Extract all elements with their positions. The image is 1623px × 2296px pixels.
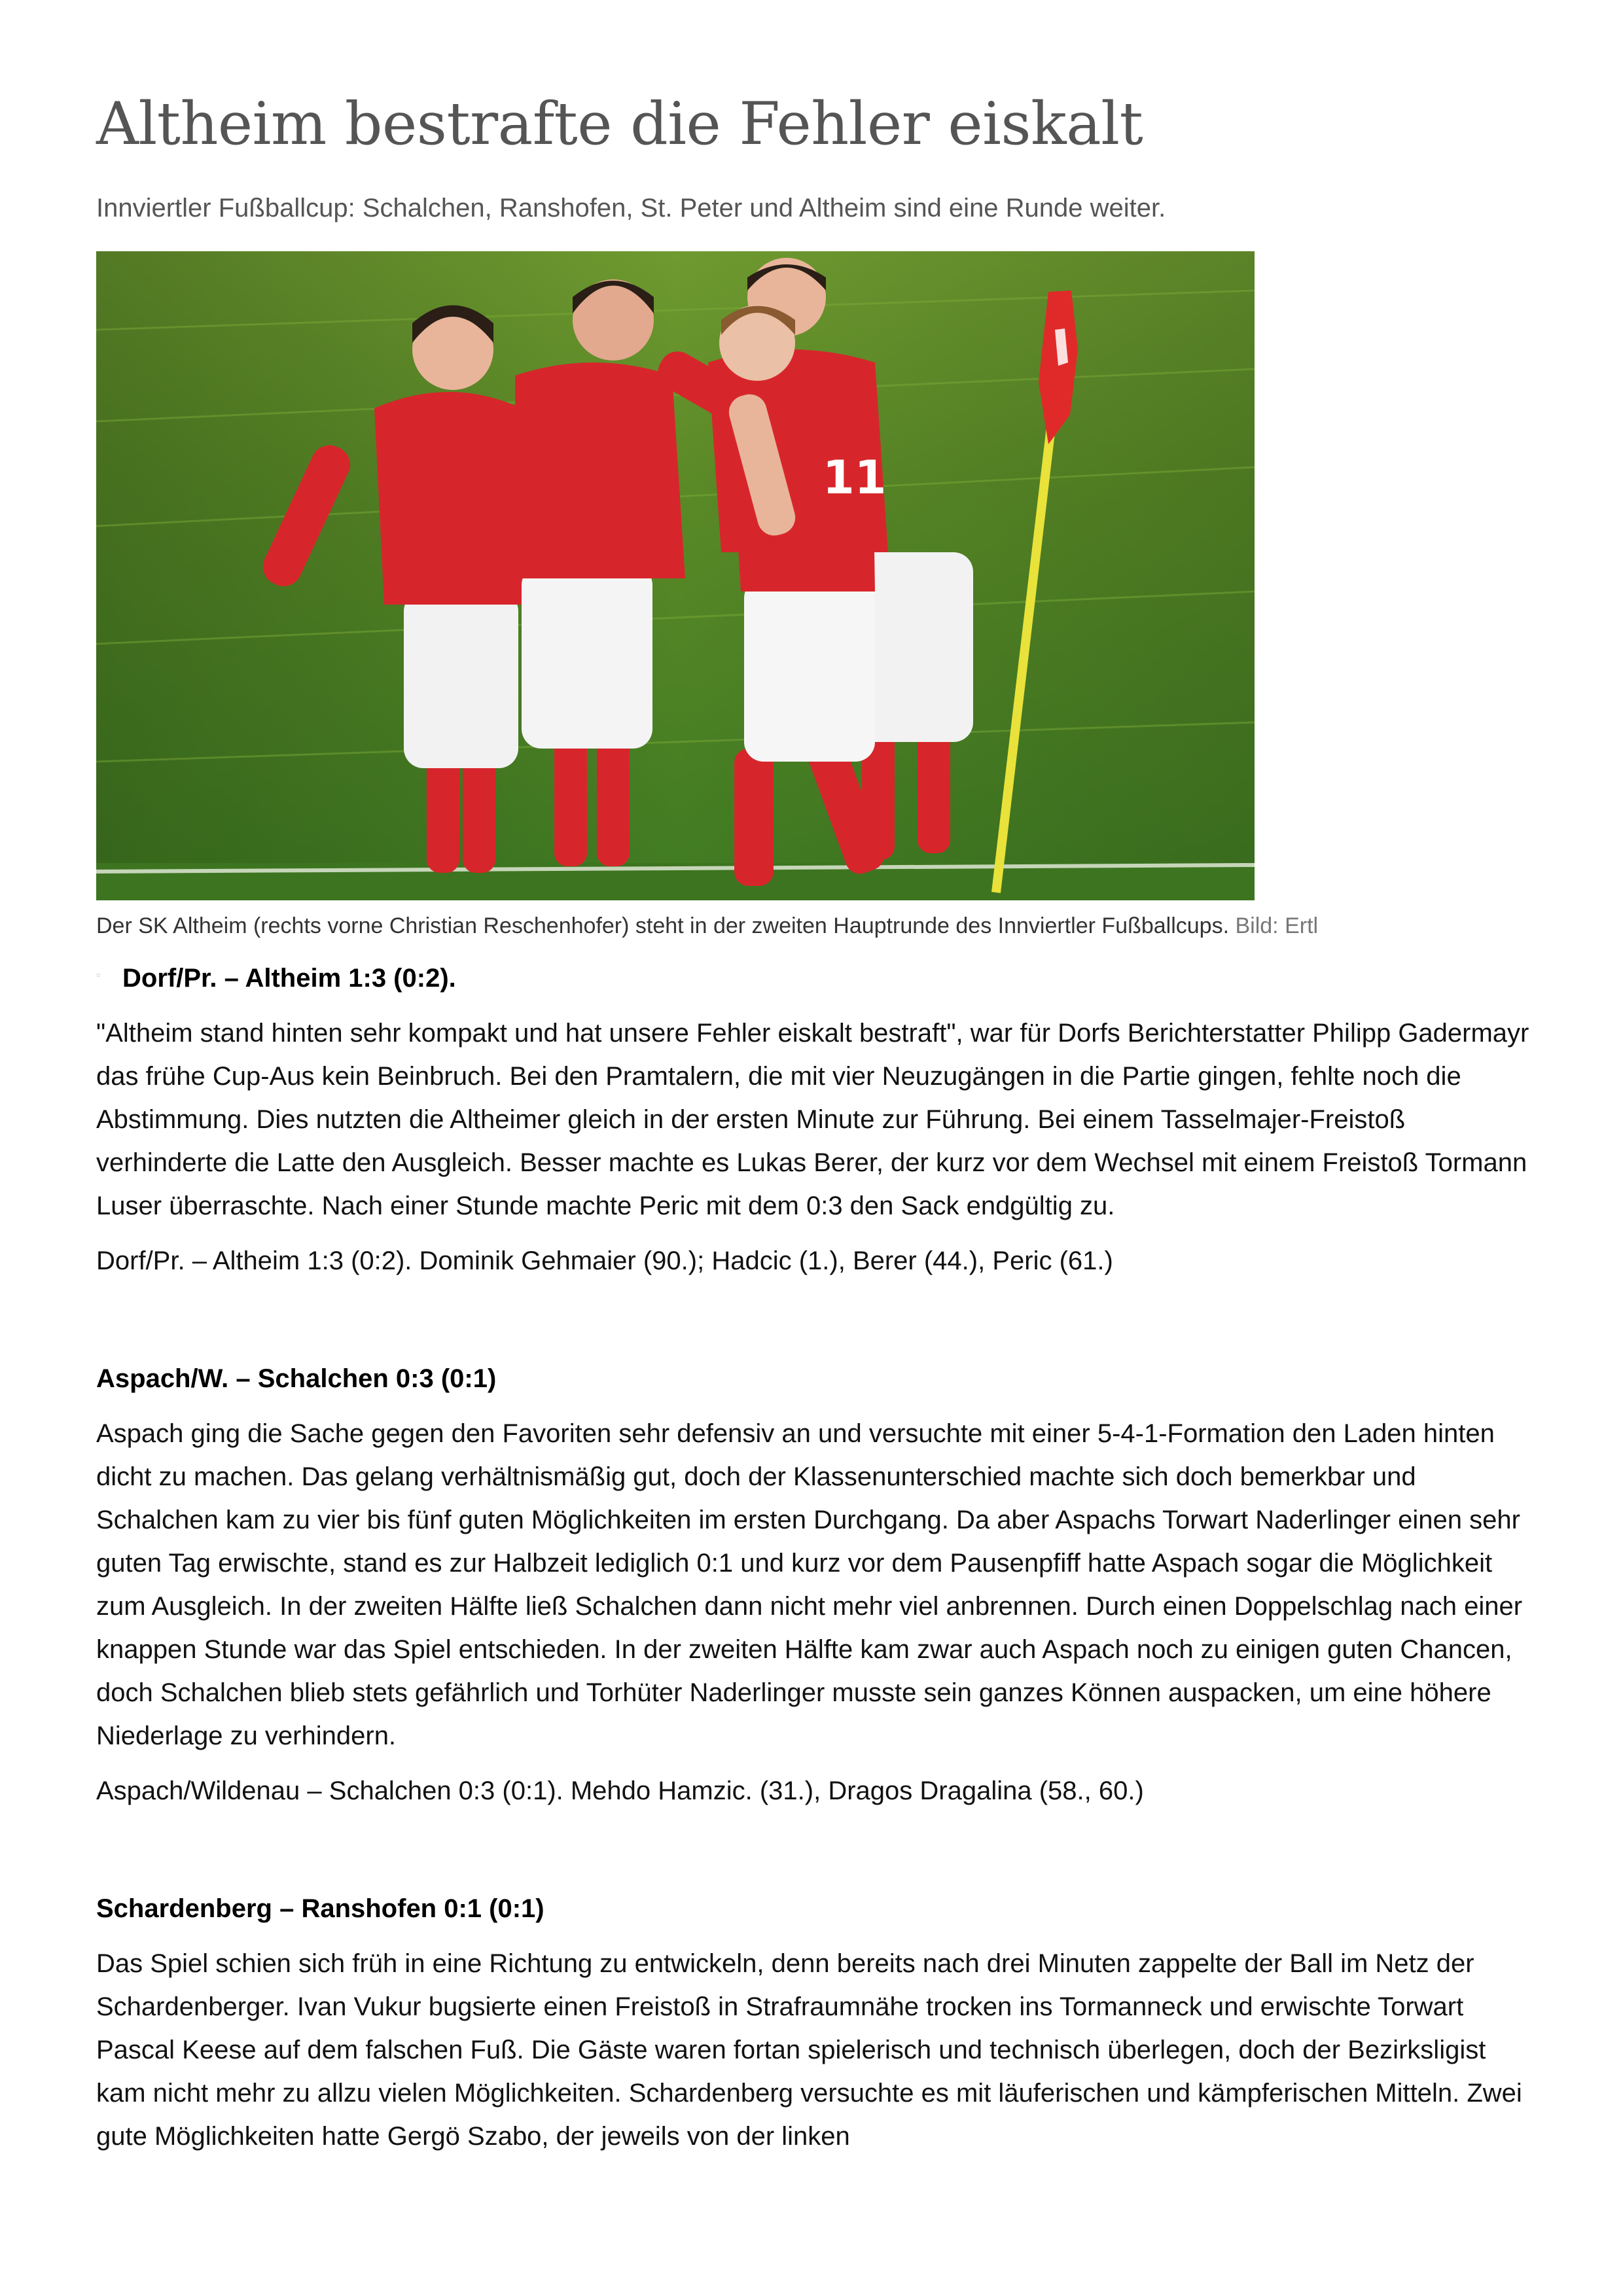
section-paragraph: "Altheim stand hinten sehr kompakt und hat unsere Fehler eiskalt bestraft", war für Dorfs Berichterstatter Philipp Gadermayr das frühe Cup-Aus kein Beinbruch. Bei den Pramtalern, die mit vier Neuzugängen in die Partie gingen, fehlte noch die Abstimmung. Dies nutzten die Altheimer gleich in der ersten Minute zur Führung. Bei einem Tasselmajer-Freistoß verhinderte die Latte den Ausgleich. Besser machte es Lukas Berer, der kurz vor dem Wechsel mit einem Freistoß Tormann Luser überraschte. Nach einer Stunde machte Peric mit dem 0:3 den Sack endgültig zu. (96, 1019, 1529, 1220)
match-report-dorf-altheim (96, 957, 1536, 1282)
section-result-line: Dorf/Pr. – Altheim 1:3 (0:2). Dominik Gehmaier (90.); Hadcic (1.), Berer (44.), Peric (61.) (96, 1246, 1113, 1275)
article-subtitle: Innviertler Fußballcup: Schalchen, Ranshofen, St. Peter und Altheim sind eine Runde weiter. (96, 194, 1166, 222)
match-report-aspach-schalchen (96, 1357, 1536, 1812)
article-body (96, 957, 1536, 2158)
section-title: Aspach/W. – Schalchen 0:3 (0:1) (96, 1364, 497, 1393)
photo-caption (96, 911, 1318, 940)
section-result-line: Aspach/Wildenau – Schalchen 0:3 (0:1). Mehdo Hamzic. (31.), Dragos Dragalina (58., 60.) (96, 1776, 1144, 1805)
photo-credit: Bild: Ertl (1235, 913, 1319, 938)
article-headline: Altheim bestrafte die Fehler eiskalt (96, 90, 1143, 158)
photo-caption-text: Der SK Altheim (rechts vorne Christian Reschenhofer) steht in der zweiten Hauptrunde des Innviertler Fußballcups. (96, 913, 1230, 938)
bullet-marker-icon: ▫ (96, 968, 101, 981)
match-report-schardenberg-ranshofen (96, 1887, 1536, 2158)
svg-text:11: 11 (823, 451, 887, 504)
article-photo (96, 251, 1255, 900)
section-title: Schardenberg – Ranshofen 0:1 (0:1) (96, 1894, 544, 1923)
section-title: Dorf/Pr. – Altheim 1:3 (0:2). (122, 964, 456, 993)
section-paragraph: Aspach ging die Sache gegen den Favoriten sehr defensiv an und versuchte mit einer 5-4-1-Formation den Laden hinten dicht zu machen. Das gelang verhältnismäßig gut, doch der Klassenunterschied machte sich doch bemerkbar und Schalchen kam zu vier bis fünf guten Möglichkeiten im ersten Durchgang. Da aber Aspachs Torwart Naderlinger einen sehr guten Tag erwischte, stand es zur Halbzeit lediglich 0:1 und kurz vor dem Pausenpfiff hatte Aspach sogar die Möglichkeit zum Ausgleich. In der zweiten Hälfte ließ Schalchen dann nicht mehr viel anbrennen. Durch einen Doppelschlag nach einer knappen Stunde war das Spiel entschieden. In der zweiten Hälfte kam zwar auch Aspach noch zu einigen guten Chancen, doch Schalchen blieb stets gefährlich und Torhüter Naderlinger musste sein ganzes Können auspacken, um eine höhere Niederlage zu verhindern. (96, 1419, 1523, 1750)
section-paragraph: Das Spiel schien sich früh in eine Richtung zu entwickeln, denn bereits nach drei Minuten zappelte der Ball im Netz der Schardenberger. Ivan Vukur bugsierte einen Freistoß in Strafraumnähe trocken ins Tormanneck und erwischte Torwart Pascal Keese auf dem falschen Fuß. Die Gäste waren fortan spielerisch und technisch überlegen, doch der Bezirksligist kam nicht mehr zu allzu vielen Möglichkeiten. Schardenberg versuchte es mit läuferischen und kämpferischen Mitteln. Zwei gute Möglichkeiten hatte Gergö Szabo, der jeweils von der linken (96, 1949, 1522, 2151)
